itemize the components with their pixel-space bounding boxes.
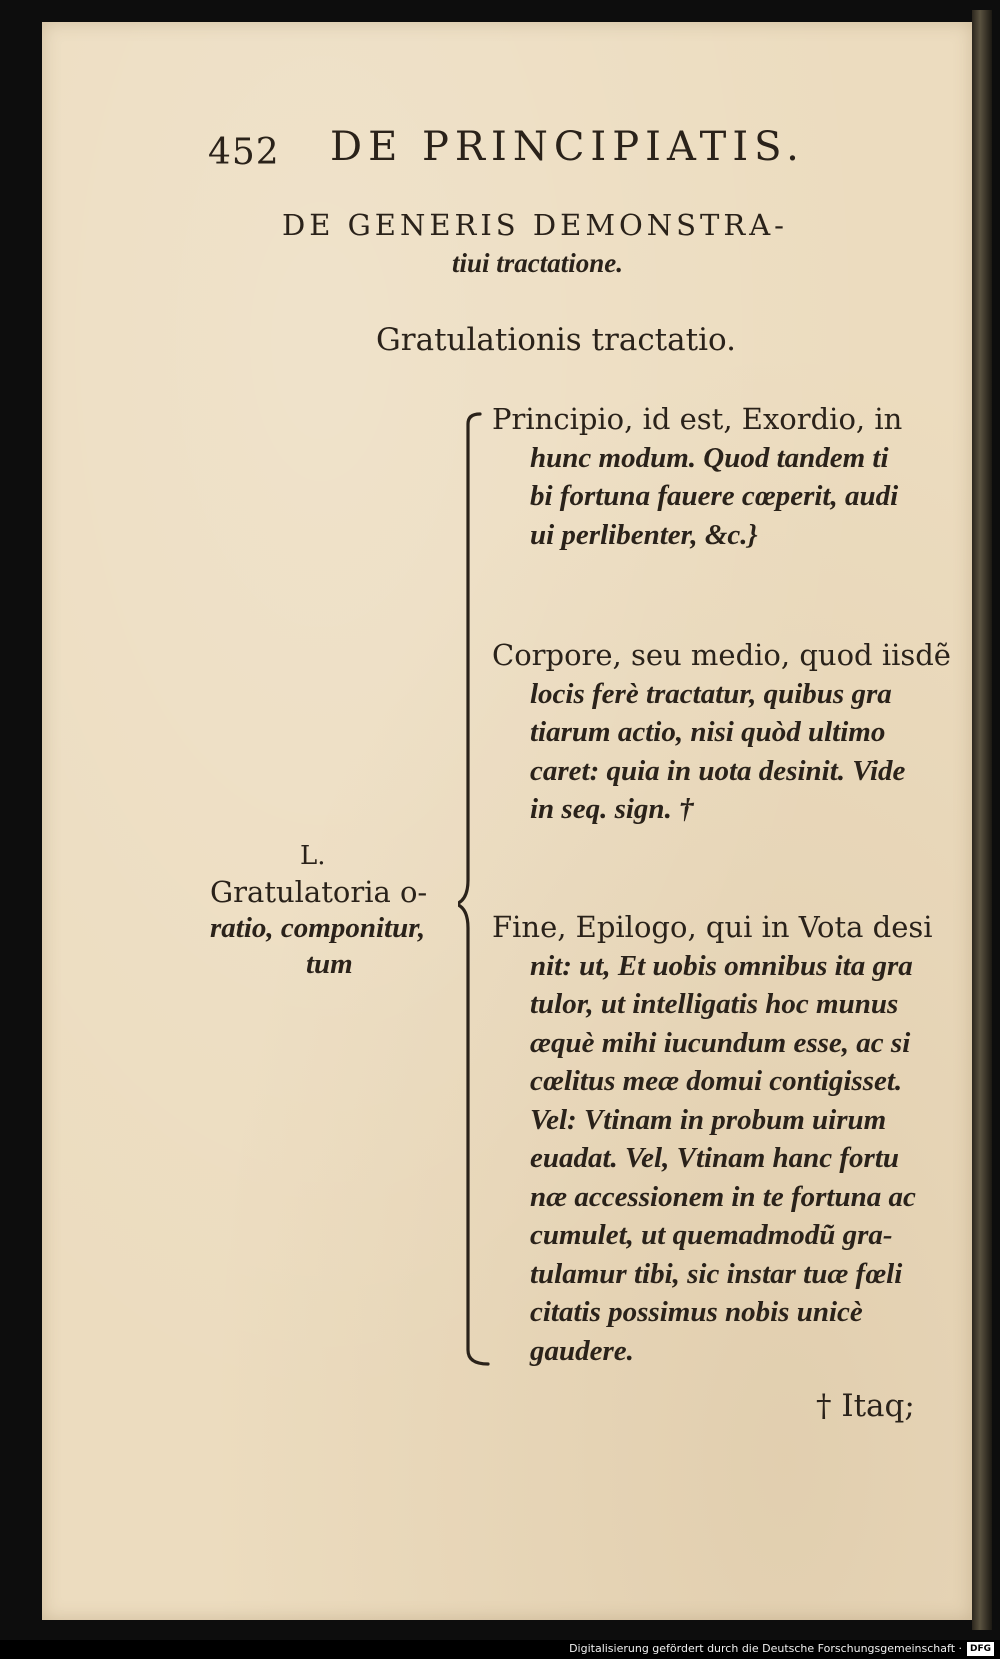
root-label-line-1: Gratulatoria o- [210,875,428,909]
branch-line: locis ferè tractatur, quibus gra [530,677,892,710]
diagram-root-label [210,838,460,982]
branch-line: gaudere. [530,1334,634,1367]
catchword: † Itaq; [816,1388,915,1424]
branch-line: in seq. sign. † [530,793,694,825]
branch-line: cumulet, ut quemadmodũ gra- [530,1219,893,1251]
branch-line: hunc modum. Quod tandem ti [530,441,889,474]
root-label-line-3: tum [306,948,353,980]
branch-line: ui perlibenter, &c.} [530,518,758,551]
branch-line: nit: ut, Et uobis omnibus ita gra [530,949,913,982]
branch-line: næ accessionem in te fortuna ac [530,1180,916,1213]
branch-epilogus [492,908,933,1370]
branch-exordium [492,400,912,554]
branch-line: æquè mihi iucundum esse, ac si [530,1026,911,1059]
book-spine-edge [972,10,992,1630]
funding-note: Digitalisierung gefördert durch die Deutsche Forschungsgemeinschaft · [569,1642,962,1655]
branch-line: tulor, ut intelligatis hoc munus [530,988,899,1020]
branch-corpus [492,636,951,829]
running-head: DE PRINCIPIATIS. [330,124,805,170]
branch-line: Vel: Vtinam in probum uirum [530,1103,887,1136]
branch-line: Corpore, seu medio, quod iisdẽ [492,638,951,672]
branch-line: Fine, Epilogo, qui in Vota desi [492,910,933,944]
chapter-title-line-1: DE GENERIS DEMONSTRA- [282,208,788,242]
dfg-logo: DFG [967,1642,994,1656]
page-number: 452 [208,132,280,173]
section-title: Gratulationis tractatio. [376,322,736,358]
branch-line: caret: quia in uota desinit. Vide [530,754,906,787]
branch-line: tulamur tibi, sic instar tuæ fœli [530,1257,903,1290]
branch-line: bi fortuna fauere cœperit, audi [530,480,899,512]
branch-line: euadat. Vel, Vtinam hanc fortu [530,1142,900,1174]
branch-line: Principio, id est, Exordio, in [492,402,903,436]
chapter-title-line-2: tiui tractatione. [452,248,624,278]
root-label-line-2: ratio, componitur, [210,912,426,944]
branch-line: cœlitus meæ domui contigisset. [530,1065,903,1097]
root-number: L. [300,841,326,871]
branch-line: citatis possimus nobis unicè [530,1296,863,1328]
branch-line: tiarum actio, nisi quòd ultimo [530,716,886,748]
